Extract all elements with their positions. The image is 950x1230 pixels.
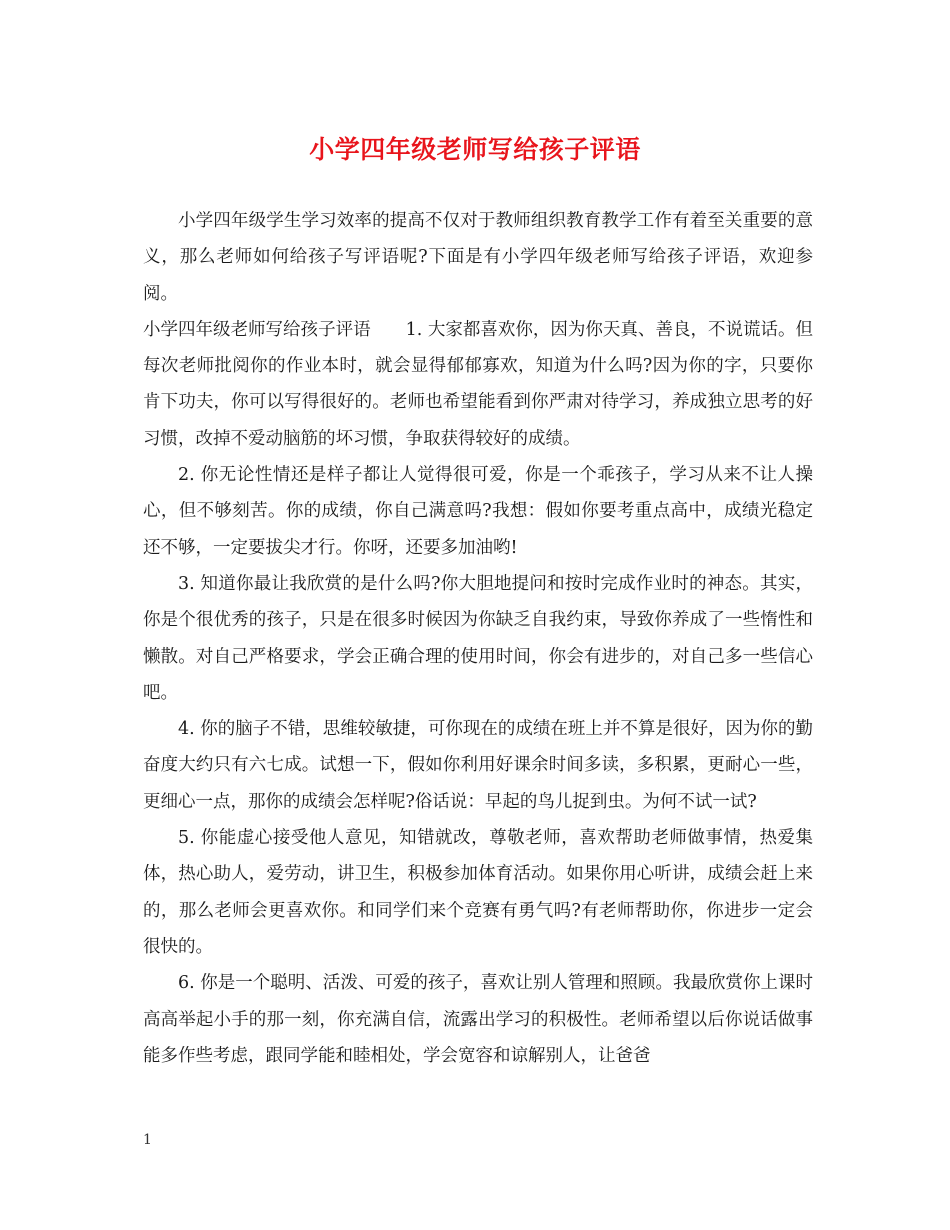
comment-paragraph-6: 6. 你是一个聪明、活泼、可爱的孩子，喜欢让别人管理和照顾。我最欣赏你上课时高高举起小手的那一刻，你充满自信，流露出学习的积极性。老师希望以后你说话做事能多作些考虑，跟同学能和睦相处，学会宽容和谅解别人，让爸爸: [143, 973, 813, 1066]
intro-paragraph: 小学四年级学生学习效率的提高不仅对于教师组织教育教学工作有着至关重要的意义，那么老师如何给孩子写评语呢?下面是有小学四年级老师写给孩子评语，欢迎参阅。: [143, 211, 813, 304]
document-body: [143, 203, 813, 1074]
comment-paragraph-3: 3. 知道你最让我欣赏的是什么吗?你大胆地提问和按时完成作业时的神态。其实，你是个很优秀的孩子，只是在很多时候因为你缺乏自我约束，导致你养成了一些惰性和懒散。对自己严格要求，学会正确合理的使用时间，你会有进步的，对自己多一些信心吧。: [143, 573, 813, 703]
document-title: 小学四年级老师写给孩子评语: [309, 135, 641, 164]
comment-paragraph-5: 5. 你能虚心接受他人意见，知错就改，尊敬老师，喜欢帮助老师做事情，热爱集体，热心助人，爱劳动，讲卫生，积极参加体育活动。如果你用心听讲，成绩会赶上来的，那么老师会更喜欢你。和同学们来个竞赛有勇气吗?有老师帮助你，你进步一定会很快的。: [143, 828, 813, 957]
comment-paragraph-2: 2. 你无论性情还是样子都让人觉得很可爱，你是一个乖孩子，学习从来不让人操心，但不够刻苦。你的成绩，你自己满意吗?我想：假如你要考重点高中，成绩光稳定还不够，一定要拔尖才行。你呀，还要多加油哟!: [143, 465, 813, 558]
page-number: 1: [143, 1132, 152, 1148]
comment-paragraph-1: 小学四年级老师写给孩子评语 1. 大家都喜欢你，因为你天真、善良，不说谎话。但每次老师批阅你的作业本时，就会显得郁郁寡欢，知道为什么吗?因为你的字，只要你肯下功夫，你可以写得很好的。老师也希望能看到你严肃对待学习，养成独立思考的好习惯，改掉不爱动脑筋的坏习惯，争取获得较好的成绩。: [143, 319, 813, 449]
comment-paragraph-4: 4. 你的脑子不错，思维较敏捷，可你现在的成绩在班上并不算是很好，因为你的勤奋度大约只有六七成。试想一下，假如你利用好课余时间多读，多积累，更耐心一些，更细心一点，那你的成绩会怎样呢?俗话说：早起的鸟儿捉到虫。为何不试一试?: [143, 719, 813, 812]
